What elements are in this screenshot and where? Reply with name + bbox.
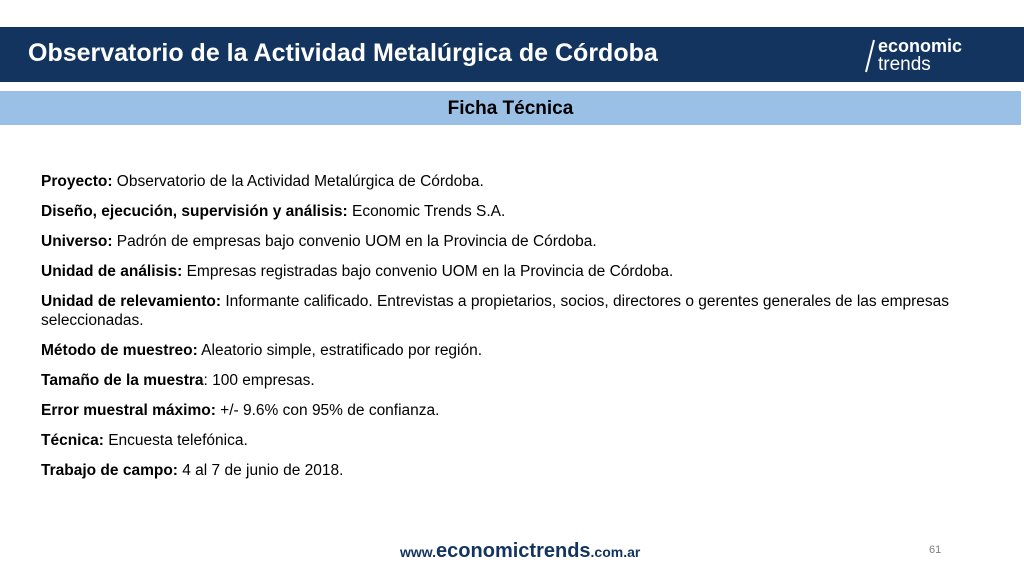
- spec-item-proyecto: [41, 172, 976, 191]
- url-suffix: .com.ar: [590, 544, 641, 560]
- spec-item-unidad-relevamiento: [41, 292, 976, 330]
- spec-value: Economic Trends S.A.: [347, 203, 506, 220]
- spec-item-trabajo-campo: [41, 461, 976, 480]
- spec-item-metodo-muestreo: [41, 341, 976, 360]
- logo-wordmark-bottom: trends: [878, 54, 931, 75]
- technical-spec-list: [41, 172, 976, 491]
- spec-value: Encuesta telefónica.: [103, 432, 248, 449]
- spec-label: Tamaño de la muestra: [41, 372, 204, 389]
- footer-website-link[interactable]: [400, 540, 640, 563]
- spec-value: Observatorio de la Actividad Metalúrgica de Córdoba.: [112, 173, 484, 190]
- spec-item-diseno: [41, 202, 976, 221]
- section-title: Ficha Técnica: [447, 98, 574, 119]
- logo-wordmark-top: economic: [878, 36, 963, 56]
- spec-label: Universo:: [41, 233, 113, 250]
- spec-label: Unidad de análisis:: [41, 263, 183, 280]
- spec-item-unidad-analisis: [41, 262, 976, 281]
- spec-value: Aleatorio simple, estratificado por región.: [197, 342, 483, 359]
- page-number: 61: [929, 544, 942, 556]
- spec-label: Trabajo de campo:: [41, 462, 178, 479]
- economic-trends-logo: [862, 36, 1002, 76]
- spec-item-error-muestral: [41, 401, 976, 420]
- spec-label: Unidad de relevamiento:: [41, 293, 222, 310]
- spec-label: Proyecto:: [41, 173, 113, 190]
- url-prefix: www.: [400, 544, 437, 560]
- page-title: Observatorio de la Actividad Metalúrgica de Córdoba: [28, 39, 658, 67]
- spec-item-tamano-muestra: [41, 371, 976, 390]
- spec-label: Error muestral máximo:: [41, 402, 216, 419]
- spec-item-tecnica: [41, 431, 976, 450]
- url-brand: economictrends: [436, 540, 591, 562]
- spec-label: Diseño, ejecución, supervisión y análisis:: [41, 203, 348, 220]
- spec-item-universo: [41, 232, 976, 251]
- spec-value: : 100 empresas.: [203, 372, 315, 389]
- spec-value: +/- 9.6% con 95% de confianza.: [215, 402, 440, 419]
- spec-value: Informante calificado. Entrevistas a propietarios, socios, directores o gerentes generales de las empresas seleccionadas.: [41, 293, 950, 329]
- spec-value: Padrón de empresas bajo convenio UOM en la Provincia de Córdoba.: [112, 233, 597, 250]
- spec-value: 4 al 7 de junio de 2018.: [177, 462, 344, 479]
- spec-value: Empresas registradas bajo convenio UOM en la Provincia de Córdoba.: [182, 263, 674, 280]
- spec-label: Técnica:: [41, 432, 104, 449]
- spec-label: Método de muestreo:: [41, 342, 198, 359]
